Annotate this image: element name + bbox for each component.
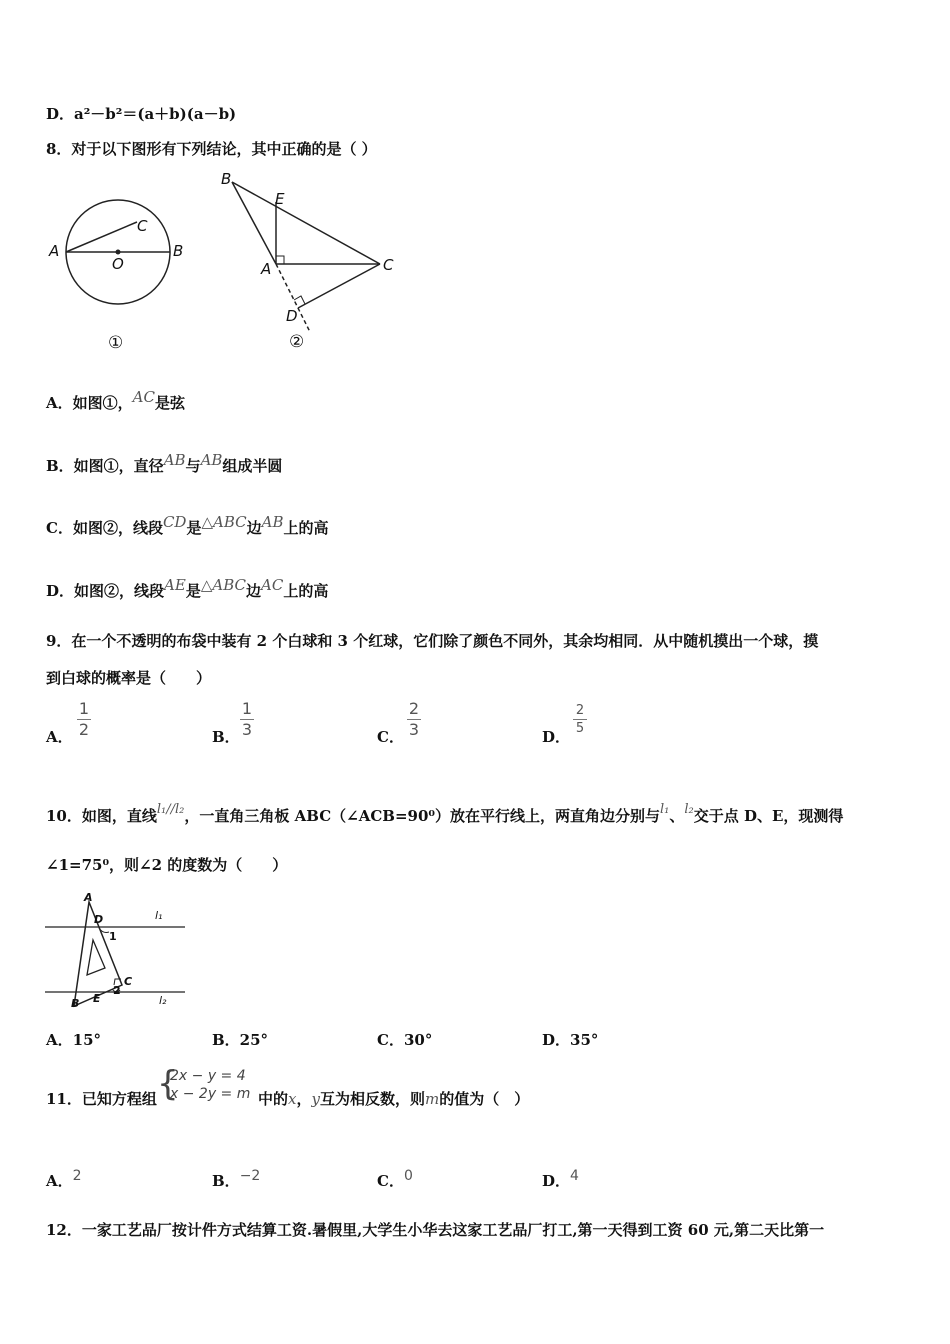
q10-stem-m3: l₂ [684,802,694,817]
fig2-label-b: B [221,170,232,188]
q9-option-a-label: A． [46,728,73,746]
q8-option-c-mid2: 边 [246,519,262,537]
q10-fig-label-b: B [71,997,80,1010]
q9-b-num: 1 [241,699,253,718]
q11-option-a-label: A． [46,1172,73,1190]
q9-d-num: 2 [575,703,585,718]
q9-d-den: 5 [575,721,585,736]
q8-option-c-prefix: C．如图②，线段 [46,519,163,537]
q11-eq2: x − 2y = m [170,1086,251,1102]
q11-option-b [212,1170,260,1191]
q8-option-d-mid1: 是 [185,582,201,600]
q11-stem-rest [258,1088,529,1109]
q11-option-b-label: B． [212,1172,240,1190]
segment-cd [298,264,380,308]
q10-option-c: C．30° [377,1031,433,1049]
q11-stem-start: 11．已知方程组 [46,1090,157,1108]
q11-option-d-label: D． [542,1172,571,1190]
q8-option-c [46,513,329,538]
q11-option-a-val: 2 [72,1168,82,1184]
q8-stem: 8．对于以下图形有下列结论，其中正确的是（ ） [46,140,377,158]
q8-figure-triangle [210,170,410,340]
q8-option-b [46,451,283,476]
right-angle-a [276,256,284,264]
q8-option-b-m2: AB [200,451,223,469]
fig2-label-c: C [383,256,394,274]
fig1-caption: ① [108,333,124,353]
q11-option-c [377,1170,413,1191]
q10-fig-label-1: 1 [109,930,117,943]
q11-eq1: 2x − y = 4 [170,1068,246,1084]
q11-option-a [46,1170,82,1191]
q8-option-d-mid2: 边 [245,582,261,600]
q9-stem-line1: 9．在一个不透明的布袋中装有 2 个白球和 3 个红球，它们除了颜色不同外，其余均相同．从中随机摸出一个球，摸 [46,632,819,650]
q10-fig-label-c: C [124,975,133,988]
q11-option-b-val: −2 [239,1168,261,1184]
fig2-caption: ② [289,332,305,352]
q11-system-brace: { [157,1064,179,1104]
q10-fig-label-l2: l₂ [159,994,167,1007]
q10-stem-p1: 10．如图，直线 [46,807,157,825]
triangle-abc-inner [87,940,105,975]
center-dot [116,250,121,255]
q9-option-d-fraction [570,703,590,736]
q8-option-d-prefix: D．如图②，线段 [46,582,165,600]
q10-stem-p3: 、 [669,807,685,825]
q8-option-c-mid1: 是 [186,519,202,537]
q9-option-d-label: D． [542,728,571,746]
q8-option-a-math: AC [132,388,155,406]
q11-stem-p4: 互为相反数，则 [319,1090,425,1108]
q8-option-d [46,576,329,601]
q10-option-a: A．15° [46,1031,102,1049]
q10-stem-line1 [46,802,844,826]
q9-option-c-label: C． [377,728,404,746]
q8-option-c-m2: △ABC [201,513,247,531]
chord-ac [66,222,137,252]
fig2-label-a: A [261,260,272,278]
q11-stem-p2: 中的 [258,1090,289,1108]
q12-stem: 12．一家工艺品厂按计件方式结算工资.暑假里,大学生小华去这家工艺品厂打工,第一天得到工资 60 元,第二天比第一 [46,1221,825,1239]
fig1-label-a: A [49,242,60,260]
q8-option-a [46,388,185,413]
q8-option-c-m1: CD [162,513,187,531]
q8-option-a-prefix: A．如图①， [46,394,133,412]
q9-c-num: 2 [408,699,420,718]
q10-fig-label-d: D [94,913,104,926]
q11-stem-p3: ， [296,1090,312,1108]
q9-a-num: 1 [78,699,90,718]
q8-option-b-mid: 与 [185,457,201,475]
q9-c-den: 3 [408,720,420,739]
fig1-label-b: B [173,242,184,260]
q8-option-b-suffix: 组成半圆 [222,457,283,475]
q10-fig-label-a: A [84,891,93,904]
q8-option-c-suffix: 上的高 [283,519,329,537]
q11-stem-m2: y [311,1090,320,1108]
q10-option-d: D．35° [542,1031,599,1049]
fig1-label-c: C [137,217,148,235]
q10-stem-m2: l₁ [659,802,670,817]
q11-option-c-label: C． [377,1172,404,1190]
q11-equation-system [170,1067,250,1103]
q9-option-b-fraction [237,700,257,739]
q11-stem-m3: m [425,1090,440,1108]
q11-stem-m1: x [288,1090,297,1108]
q8-option-d-m2: △ABC [200,576,246,594]
fig2-label-e: E [275,190,285,208]
q9-option-b-label: B． [212,728,240,746]
q11-option-c-val: 0 [403,1168,413,1184]
q9-a-den: 2 [78,720,90,739]
q8-option-c-m3: AB [261,513,284,531]
q8-option-d-suffix: 上的高 [283,582,329,600]
fig1-label-o: O [112,255,124,273]
q11-option-d-val: 4 [570,1168,579,1184]
q9-option-a-fraction [74,700,94,739]
q8-option-a-suffix: 是弦 [154,394,185,412]
q9-b-den: 3 [241,720,253,739]
q11-stem-p5: 的值为（ ） [439,1090,530,1108]
q8-option-d-m3: AC [261,576,284,594]
q10-stem-line2: ∠1=75⁰，则∠2 的度数为（ ） [46,856,288,874]
q9-option-c-fraction [404,700,424,739]
fig2-label-d: D [286,307,298,325]
q10-fig-label-2: 2 [113,984,121,997]
q9-stem-line2: 到白球的概率是（ ） [46,669,212,687]
q10-option-b: B．25° [212,1031,269,1049]
q10-stem-m1: l₁//l₂ [156,802,185,817]
q8-option-b-m1: AB [163,451,186,469]
q10-stem-p4: 交于点 D、E，现测得 [693,807,844,825]
q8-option-b-prefix: B．如图①，直径 [46,457,164,475]
q7-option-d: D．a²－b²＝(a＋b)(a－b) [46,105,237,123]
q11-option-d [542,1170,579,1191]
q10-fig-label-l1: l₁ [155,909,163,922]
q10-stem-p2: ，一直角三角板 ABC（∠ACB=90⁰）放在平行线上，两直角边分别与 [184,807,660,825]
q10-fig-label-e: E [93,992,101,1005]
q8-option-d-m1: AE [164,576,186,594]
